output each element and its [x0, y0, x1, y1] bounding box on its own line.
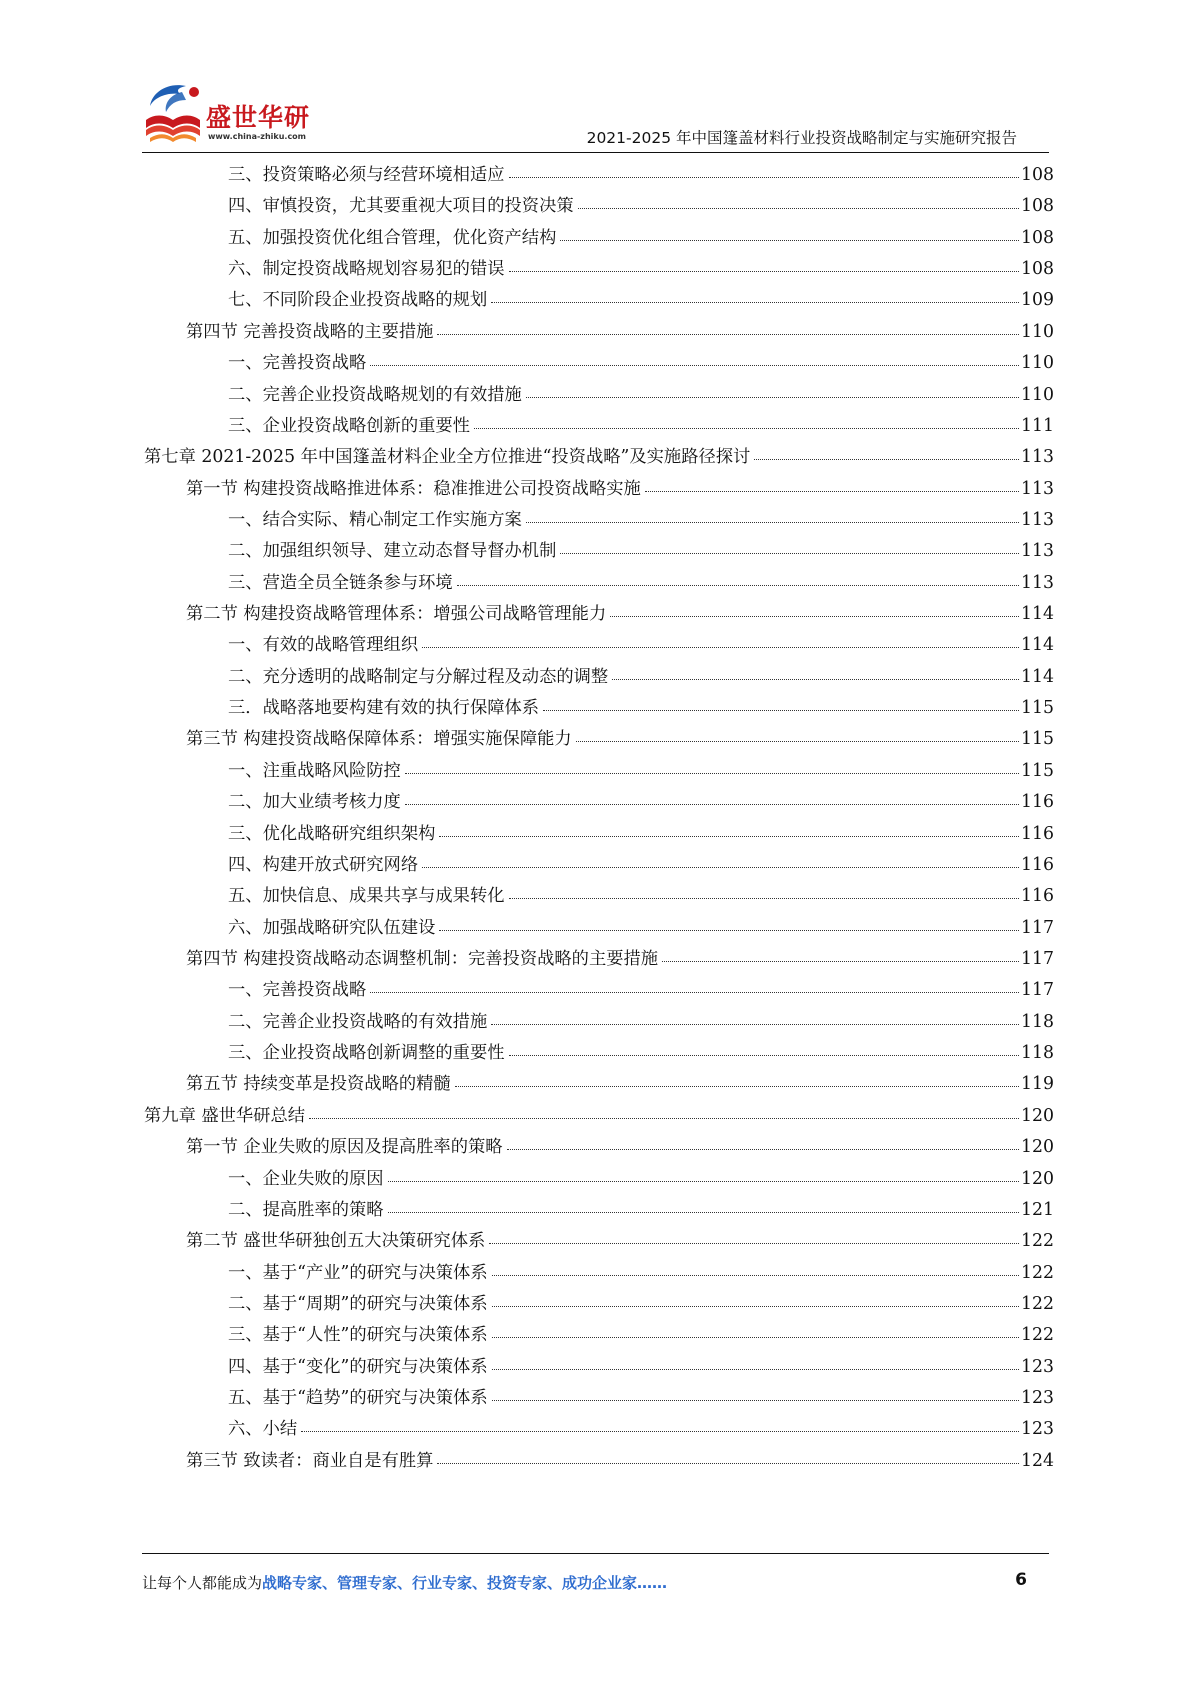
toc-entry-title: 三、基于“人性”的研究与决策体系	[228, 1325, 488, 1346]
footer-slogan-lead: 让每个人都能成为	[142, 1574, 263, 1592]
toc-section-entry[interactable]	[144, 1446, 1054, 1477]
toc-dot-leader	[526, 521, 1019, 523]
toc-entry-page: 124	[1021, 1450, 1054, 1471]
toc-dot-leader	[491, 1023, 1019, 1025]
toc-section-entry[interactable]	[144, 1226, 1054, 1257]
toc-item-entry[interactable]	[144, 787, 1054, 818]
toc-entry-page: 113	[1021, 572, 1054, 593]
toc-entry-page: 114	[1021, 635, 1054, 656]
toc-entry-title: 第二节 构建投资战略管理体系：增强公司战略管理能力	[186, 604, 607, 625]
toc-dot-leader	[492, 1305, 1019, 1307]
toc-entry-page: 122	[1021, 1231, 1054, 1252]
toc-entry-page: 119	[1021, 1074, 1054, 1095]
toc-entry-page: 110	[1021, 321, 1054, 342]
toc-dot-leader	[491, 301, 1019, 303]
toc-entry-title: 第七章 2021-2025 年中国篷盖材料企业全方位推进“投资战略”及实施路径探讨	[144, 447, 751, 468]
toc-entry-title: 第一节 构建投资战略推进体系：稳准推进公司投资战略实施	[186, 478, 641, 499]
toc-section-entry[interactable]	[144, 599, 1054, 630]
toc-dot-leader	[455, 1085, 1019, 1087]
toc-entry-page: 123	[1021, 1419, 1054, 1440]
toc-entry-page: 115	[1021, 698, 1054, 719]
toc-dot-leader	[489, 1242, 1019, 1244]
toc-section-entry[interactable]	[144, 317, 1054, 348]
toc-dot-leader	[405, 772, 1019, 774]
toc-entry-title: 第一节 企业失败的原因及提高胜率的策略	[186, 1137, 503, 1158]
toc-entry-page: 121	[1021, 1199, 1054, 1220]
toc-dot-leader	[309, 1117, 1019, 1119]
toc-item-entry[interactable]	[144, 1038, 1054, 1069]
toc-dot-leader	[437, 1462, 1019, 1464]
toc-dot-leader	[560, 552, 1019, 554]
logo-mark-icon	[142, 82, 208, 146]
toc-item-entry[interactable]	[144, 630, 1054, 661]
toc-entry-title: 三、优化战略研究组织架构	[228, 823, 436, 844]
toc-entry-title: 第九章 盛世华研总结	[144, 1105, 306, 1126]
toc-dot-leader	[492, 1368, 1019, 1370]
toc-entry-page: 116	[1021, 792, 1054, 813]
toc-item-entry[interactable]	[144, 850, 1054, 881]
toc-entry-title: 五、加强投资优化组合管理，优化资产结构	[228, 227, 557, 248]
page-footer	[142, 1572, 1049, 1596]
toc-dot-leader	[509, 897, 1019, 899]
toc-dot-leader	[507, 1148, 1019, 1150]
toc-entry-title: 一、完善投资战略	[228, 353, 367, 374]
toc-entry-page: 120	[1021, 1168, 1054, 1189]
toc-item-entry[interactable]	[144, 536, 1054, 567]
toc-dot-leader	[370, 991, 1019, 993]
toc-dot-leader	[610, 615, 1019, 617]
toc-entry-title: 二、加强组织领导、建立动态督导督办机制	[228, 541, 557, 562]
toc-entry-page: 108	[1021, 196, 1054, 217]
toc-entry-title: 一、注重战略风险防控	[228, 760, 401, 781]
toc-entry-title: 五、基于“趋势”的研究与决策体系	[228, 1388, 488, 1409]
toc-dot-leader	[439, 835, 1019, 837]
toc-item-entry[interactable]	[144, 1007, 1054, 1038]
toc-entry-title: 六、加强战略研究队伍建设	[228, 917, 436, 938]
toc-dot-leader	[509, 1054, 1019, 1056]
toc-dot-leader	[405, 803, 1019, 805]
toc-dot-leader	[439, 929, 1019, 931]
toc-dot-leader	[388, 1211, 1019, 1213]
toc-entry-title: 四、构建开放式研究网络	[228, 854, 419, 875]
toc-dot-leader	[662, 960, 1019, 962]
toc-entry-page: 123	[1021, 1356, 1054, 1377]
toc-entry-page: 123	[1021, 1388, 1054, 1409]
toc-entry-page: 114	[1021, 604, 1054, 625]
toc-item-entry[interactable]	[144, 1320, 1054, 1351]
toc-entry-page: 109	[1021, 290, 1054, 311]
toc-entry-page: 117	[1021, 948, 1054, 969]
toc-dot-leader	[576, 740, 1019, 742]
toc-item-entry[interactable]	[144, 254, 1054, 285]
toc-entry-page: 110	[1021, 353, 1054, 374]
toc-dot-leader	[543, 709, 1019, 711]
toc-item-entry[interactable]	[144, 913, 1054, 944]
toc-entry-title: 一、完善投资战略	[228, 980, 367, 1001]
toc-dot-leader	[492, 1336, 1019, 1338]
toc-entry-title: 第四节 完善投资战略的主要措施	[186, 321, 434, 342]
toc-dot-leader	[612, 678, 1019, 680]
toc-item-entry[interactable]	[144, 662, 1054, 693]
toc-entry-page: 116	[1021, 823, 1054, 844]
toc-entry-page: 120	[1021, 1105, 1054, 1126]
toc-entry-title: 第二节 盛世华研独创五大决策研究体系	[186, 1231, 486, 1252]
toc-entry-page: 110	[1021, 384, 1054, 405]
toc-entry-page: 114	[1021, 666, 1054, 687]
toc-entry-page: 117	[1021, 980, 1054, 1001]
toc-entry-title: 二、完善企业投资战略的有效措施	[228, 1011, 488, 1032]
toc-entry-title: 二、充分透明的战略制定与分解过程及动态的调整	[228, 666, 609, 687]
toc-dot-leader	[645, 490, 1019, 492]
toc-dot-leader	[437, 333, 1019, 335]
toc-entry-title: 四、基于“变化”的研究与决策体系	[228, 1356, 488, 1377]
toc-chapter-entry[interactable]	[144, 1101, 1054, 1132]
toc-item-entry[interactable]	[144, 1164, 1054, 1195]
toc-item-entry[interactable]	[144, 1195, 1054, 1226]
toc-entry-page: 122	[1021, 1262, 1054, 1283]
footer-divider	[142, 1553, 1049, 1554]
toc-entry-title: 三．战略落地要构建有效的执行保障体系	[228, 698, 540, 719]
toc-dot-leader	[457, 584, 1019, 586]
toc-entry-page: 113	[1021, 447, 1054, 468]
toc-section-entry[interactable]	[144, 1132, 1054, 1163]
toc-item-entry[interactable]	[144, 568, 1054, 599]
toc-dot-leader	[492, 1399, 1019, 1401]
toc-entry-page: 108	[1021, 165, 1054, 185]
toc-entry-title: 三、投资策略必须与经营环境相适应	[228, 165, 505, 185]
toc-entry-title: 三、企业投资战略创新的重要性	[228, 415, 470, 436]
toc-entry-title: 一、企业失败的原因	[228, 1168, 384, 1189]
toc-dot-leader	[509, 176, 1019, 178]
toc-entry-title: 二、加大业绩考核力度	[228, 792, 401, 813]
toc-entry-page: 117	[1021, 917, 1054, 938]
toc-item-entry[interactable]	[144, 411, 1054, 442]
toc-item-entry[interactable]	[144, 285, 1054, 316]
toc-entry-title: 一、基于“产业”的研究与决策体系	[228, 1262, 488, 1283]
toc-entry-title: 六、小结	[228, 1419, 298, 1440]
toc-entry-title: 第三节 构建投资战略保障体系：增强实施保障能力	[186, 729, 572, 750]
toc-section-entry[interactable]	[144, 474, 1054, 505]
toc-entry-page: 122	[1021, 1325, 1054, 1346]
toc-entry-title: 二、基于“周期”的研究与决策体系	[228, 1293, 488, 1314]
toc-entry-page: 108	[1021, 227, 1054, 248]
toc-entry-title: 七、不同阶段企业投资战略的规划	[228, 290, 488, 311]
toc-entry-page: 118	[1021, 1011, 1054, 1032]
toc-entry-title: 四、审慎投资，尤其要重视大项目的投资决策	[228, 196, 574, 217]
toc-entry-title: 二、完善企业投资战略规划的有效措施	[228, 384, 522, 405]
toc-item-entry[interactable]	[144, 505, 1054, 536]
toc-entry-title: 三、企业投资战略创新调整的重要性	[228, 1043, 505, 1064]
toc-dot-leader	[301, 1430, 1019, 1432]
toc-section-entry[interactable]	[144, 724, 1054, 755]
page-header	[0, 0, 1191, 160]
toc-section-entry[interactable]	[144, 944, 1054, 975]
brand-name: 盛世华研	[206, 103, 311, 132]
toc-entry-title: 六、制定投资战略规划容易犯的错误	[228, 259, 505, 280]
toc-entry-title: 一、结合实际、精心制定工作实施方案	[228, 509, 522, 530]
toc-entry-page: 116	[1021, 854, 1054, 875]
brand-logo	[142, 82, 322, 152]
toc-item-entry[interactable]	[144, 756, 1054, 787]
toc-dot-leader	[422, 866, 1019, 868]
toc-item-entry[interactable]	[144, 380, 1054, 411]
toc-dot-leader	[754, 458, 1019, 460]
toc-dot-leader	[388, 1180, 1019, 1182]
toc-entry-title: 一、有效的战略管理组织	[228, 635, 419, 656]
brand-url: www.china-zhiku.com	[208, 132, 307, 141]
toc-entry-title: 第五节 持续变革是投资战略的精髓	[186, 1074, 451, 1095]
toc-item-entry[interactable]	[144, 693, 1054, 724]
toc-dot-leader	[422, 646, 1019, 648]
toc-item-entry[interactable]	[144, 1414, 1054, 1445]
toc-entry-title: 三、营造全员全链条参与环境	[228, 572, 453, 593]
toc-item-entry[interactable]	[144, 223, 1054, 254]
toc-entry-title: 第三节 致读者：商业自是有胜算	[186, 1450, 434, 1471]
toc-dot-leader	[560, 239, 1019, 241]
toc-item-entry[interactable]	[144, 1352, 1054, 1383]
toc-entry-page: 120	[1021, 1137, 1054, 1158]
table-of-contents	[144, 160, 1054, 1477]
toc-dot-leader	[474, 427, 1019, 429]
toc-entry-page: 115	[1021, 760, 1054, 781]
toc-dot-leader	[526, 396, 1019, 398]
toc-dot-leader	[492, 1274, 1019, 1276]
toc-item-entry[interactable]	[144, 881, 1054, 912]
toc-entry-title: 二、提高胜率的策略	[228, 1199, 384, 1220]
toc-chapter-entry[interactable]	[144, 442, 1054, 473]
document-title: 2021-2025 年中国篷盖材料行业投资战略制定与实施研究报告	[586, 129, 1017, 147]
toc-item-entry[interactable]	[144, 191, 1054, 222]
toc-item-entry[interactable]	[144, 1383, 1054, 1414]
toc-item-entry[interactable]	[144, 348, 1054, 379]
footer-slogan-highlight: 战略专家、管理专家、行业专家、投资专家、成功企业家……	[262, 1574, 668, 1592]
toc-dot-leader	[578, 207, 1019, 209]
toc-dot-leader	[370, 364, 1019, 366]
page-number: 6	[1015, 1570, 1027, 1590]
toc-item-entry[interactable]	[144, 975, 1054, 1006]
toc-item-entry[interactable]	[144, 1258, 1054, 1289]
toc-entry-page: 108	[1021, 259, 1054, 280]
toc-entry-page: 113	[1021, 509, 1054, 530]
toc-dot-leader	[509, 270, 1019, 272]
toc-entry-page: 113	[1021, 478, 1054, 499]
toc-section-entry[interactable]	[144, 1069, 1054, 1100]
toc-item-entry[interactable]	[144, 819, 1054, 850]
toc-entry-page: 115	[1021, 729, 1054, 750]
toc-entry-page: 118	[1021, 1043, 1054, 1064]
toc-item-entry[interactable]	[144, 160, 1054, 191]
header-divider	[142, 152, 1049, 153]
toc-entry-page: 116	[1021, 886, 1054, 907]
toc-entry-page: 111	[1021, 415, 1054, 436]
toc-entry-page: 113	[1021, 541, 1054, 562]
toc-item-entry[interactable]	[144, 1289, 1054, 1320]
toc-entry-page: 122	[1021, 1293, 1054, 1314]
toc-entry-title: 五、加快信息、成果共享与成果转化	[228, 886, 505, 907]
toc-entry-title: 第四节 构建投资战略动态调整机制：完善投资战略的主要措施	[186, 948, 659, 969]
